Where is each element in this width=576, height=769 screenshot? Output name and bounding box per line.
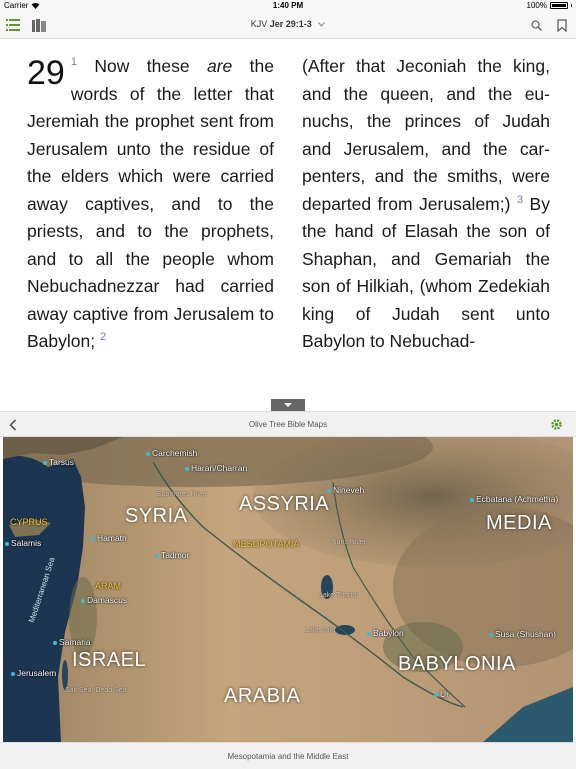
verse-number[interactable]: 2 [99, 331, 107, 344]
status-bar [0, 0, 576, 12]
map-label-tarsus[interactable]: Tarsus [43, 457, 74, 467]
verse-number[interactable]: 1 [70, 56, 77, 69]
map-label-haran[interactable]: Haran/Charran [185, 463, 247, 473]
verse-text: Now these [94, 56, 207, 76]
map-label-mediterranean-sea[interactable]: Mediterranean Sea [27, 556, 57, 624]
search-icon[interactable] [528, 17, 544, 33]
map-label-dead-sea: Salt Sea, Dead Sea [65, 687, 127, 694]
text-column-left [27, 53, 274, 356]
carrier-label: Carrier [4, 1, 29, 10]
map-label-syria[interactable]: SYRIA [125, 505, 188, 527]
bookmark-icon[interactable] [554, 17, 570, 33]
bible-version: KJV [250, 19, 268, 29]
bible-map[interactable] [3, 437, 573, 742]
status-time: 1:40 PM [272, 1, 304, 10]
map-label-lake-milh: Lake Milh [305, 627, 335, 634]
passage-reference: Jer 29:1-3 [269, 19, 312, 29]
status-right [527, 1, 572, 10]
map-label-susa[interactable]: Susa (Shushan) [489, 629, 556, 639]
map-label-aram[interactable]: ARAM [95, 581, 122, 591]
verse-text: (After that Jeconiah the king, and the queen, and the eunuchs, the princes of Judah and Jerusalem, and the carpenters, and the smiths, were departed from Jerusalem;) [302, 56, 550, 214]
map-label-tadmor[interactable]: Tadmor [155, 550, 189, 560]
map-label-samaria[interactable]: Samaria [53, 637, 91, 647]
verse-text-italic: are [206, 56, 233, 76]
reader-pane[interactable] [0, 39, 576, 400]
passage-reference-selector[interactable] [0, 19, 576, 29]
chevron-down-icon [318, 22, 325, 27]
map-label-lake-thartar: Lake Thartar [319, 592, 359, 599]
map-label-babylon[interactable]: Babylon [367, 628, 404, 638]
map-label-ecbatana[interactable]: Ecbatana (Achmetha) [470, 494, 558, 504]
map-label-damascus[interactable]: Damascus [81, 595, 127, 605]
map-panel-header [0, 411, 576, 437]
verse-number[interactable]: 3 [516, 193, 524, 206]
map-label-ur[interactable]: Ur [434, 689, 449, 699]
map-label-jerusalem[interactable]: Jerusalem [11, 668, 56, 678]
map-label-media[interactable]: MEDIA [486, 512, 552, 534]
map-label-euphrates: Euphrates River [157, 491, 208, 498]
map-panel-title: Olive Tree Bible Maps [248, 420, 328, 429]
settings-gear-icon[interactable] [550, 418, 563, 436]
chapter-number: 29 [27, 54, 65, 92]
map-label-tigris: Tigris River [331, 539, 367, 546]
battery-icon [550, 2, 568, 9]
map-label-hamath[interactable]: Hamath [91, 533, 127, 543]
map-label-mesopotamia[interactable]: MESOPOTAMIA [233, 539, 300, 549]
text-column-right [302, 53, 550, 356]
reader-toolbar [0, 12, 576, 39]
verse-text: the words of the letter that Jeremiah the prophet sent from Jerusalem unto the residue of the elders which were carried away captives, and to the priests, and to the prophets, and to all the people whom Nebuchadnezzar had carried away captive from Jerusalem to Babylon; [27, 56, 274, 351]
map-label-nineveh[interactable]: Nineveh [327, 485, 364, 495]
map-name: Mesopotamia and the Middle East [227, 752, 349, 761]
map-label-cyprus[interactable]: CYPRUS [10, 517, 48, 527]
map-label-assyria[interactable]: ASSYRIA [239, 493, 330, 515]
map-label-arabia[interactable]: ARABIA [224, 685, 301, 707]
verse-text: By the hand of Elasah the son of Shaphan, and Gemariah the son of Hilkiah, (whom Zedekiah king of Judah sent unto Babylon to Nebuchad- [302, 193, 550, 351]
map-footer [0, 742, 576, 769]
split-pane-toggle[interactable] [271, 399, 305, 411]
map-label-salamis[interactable]: Salamis [5, 538, 41, 548]
map-label-carchemish[interactable]: Carchemish [146, 448, 197, 458]
battery-percent: 100% [526, 1, 547, 10]
map-label-israel[interactable]: ISRAEL [72, 649, 147, 671]
map-label-babylonia[interactable]: BABYLONIA [398, 653, 516, 675]
